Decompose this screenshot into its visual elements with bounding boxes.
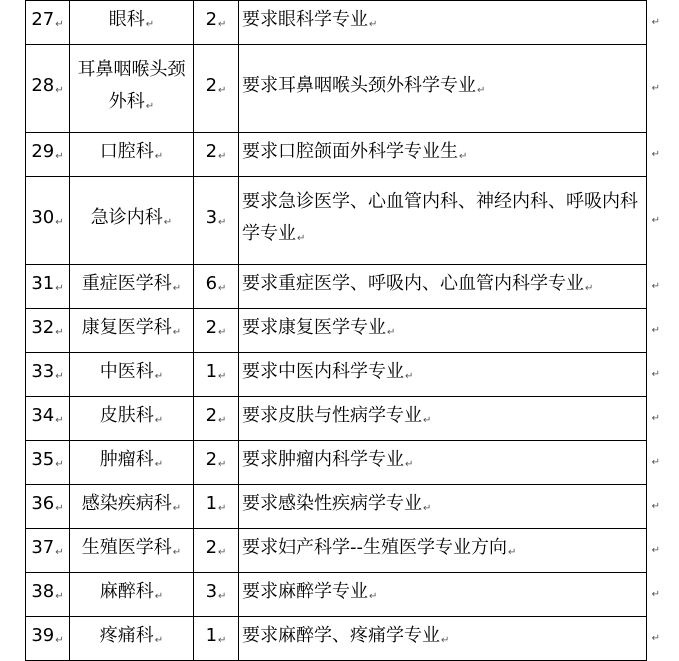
paragraph-mark-icon: ↵ xyxy=(154,635,164,646)
paragraph-mark-icon: ↵ xyxy=(369,591,378,602)
requirement-cell-text: 要求耳鼻咽喉头颈外科学专业 xyxy=(242,75,476,96)
paragraph-mark-icon: ↵ xyxy=(55,283,64,294)
department-cell-text: 眼科 xyxy=(108,9,145,30)
requirement-cell-text: 要求重症医学、呼吸内、心血管内科学专业 xyxy=(242,273,584,294)
table-row xyxy=(26,309,647,353)
paragraph-mark-icon: ↵ xyxy=(154,151,164,162)
department-cell-text: 皮肤科 xyxy=(99,405,154,426)
row-number-cell xyxy=(26,397,70,441)
table-row xyxy=(26,617,647,661)
paragraph-mark-icon: ↵ xyxy=(154,415,164,426)
department-cell xyxy=(70,617,194,661)
headcount-cell xyxy=(194,573,239,617)
requirement-cell xyxy=(239,441,660,485)
paragraph-mark-icon: ↵ xyxy=(297,233,306,244)
paragraph-mark-icon: ↵ xyxy=(55,151,64,162)
requirement-cell xyxy=(239,529,660,573)
paragraph-mark-icon: ↵ xyxy=(218,151,227,162)
requirement-cell-text: 要求急诊医学、心血管内科、神经内科、呼吸内科学专业 xyxy=(242,191,638,244)
paragraph-mark-icon: ↵ xyxy=(55,591,64,602)
table-body xyxy=(26,1,660,661)
headcount-cell xyxy=(194,177,239,265)
paragraph-mark-icon: ↵ xyxy=(154,591,164,602)
row-number-cell xyxy=(26,133,70,177)
paragraph-mark-icon: ↵ xyxy=(55,547,64,558)
requirement-cell-text: 要求中医内科学专业 xyxy=(242,361,404,382)
headcount-cell xyxy=(194,485,239,529)
row-number-cell xyxy=(26,1,70,45)
row-end-mark-icon: ↵ xyxy=(651,214,660,226)
row-number-cell-text: 29 xyxy=(31,141,55,162)
row-number-cell xyxy=(26,441,70,485)
row-end-mark-icon: ↵ xyxy=(651,544,660,556)
row-end-mark-icon: ↵ xyxy=(651,632,660,644)
row-end-mark-icon: ↵ xyxy=(651,280,660,292)
headcount-cell-text: 2 xyxy=(205,317,218,338)
row-number-cell xyxy=(26,529,70,573)
paragraph-mark-icon: ↵ xyxy=(423,503,432,514)
paragraph-mark-icon: ↵ xyxy=(55,635,64,646)
department-cell xyxy=(70,45,194,133)
paragraph-mark-icon: ↵ xyxy=(423,415,432,426)
department-cell-text: 肿瘤科 xyxy=(99,449,154,470)
paragraph-mark-icon: ↵ xyxy=(218,503,227,514)
row-end-mark-icon: ↵ xyxy=(651,412,660,424)
row-number-cell-text: 31 xyxy=(31,273,55,294)
paragraph-mark-icon: ↵ xyxy=(145,101,155,112)
paragraph-mark-icon: ↵ xyxy=(218,635,227,646)
headcount-cell-text: 1 xyxy=(205,361,218,382)
department-cell xyxy=(70,397,194,441)
row-number-cell-text: 28 xyxy=(31,75,55,96)
table-row xyxy=(26,573,647,617)
department-cell xyxy=(70,485,194,529)
paragraph-mark-icon: ↵ xyxy=(55,19,64,30)
headcount-cell xyxy=(194,617,239,661)
paragraph-mark-icon: ↵ xyxy=(405,459,414,470)
table-row xyxy=(26,529,647,573)
department-cell xyxy=(70,265,194,309)
requirement-cell xyxy=(239,45,660,133)
headcount-cell xyxy=(194,45,239,133)
department-cell xyxy=(70,1,194,45)
paragraph-mark-icon: ↵ xyxy=(508,547,517,558)
paragraph-mark-icon: ↵ xyxy=(405,371,414,382)
table-row xyxy=(26,397,647,441)
paragraph-mark-icon: ↵ xyxy=(55,503,64,514)
headcount-cell-text: 1 xyxy=(205,493,218,514)
department-cell xyxy=(70,573,194,617)
headcount-cell xyxy=(194,353,239,397)
requirement-cell xyxy=(239,177,660,265)
row-number-cell xyxy=(26,45,70,133)
paragraph-mark-icon: ↵ xyxy=(218,19,227,30)
headcount-cell-text: 2 xyxy=(205,449,218,470)
row-number-cell-text: 30 xyxy=(31,207,55,228)
department-cell-text: 耳鼻咽喉头颈外科 xyxy=(77,59,186,112)
requirement-cell-text: 要求妇产科学--生殖医学专业方向 xyxy=(242,537,507,558)
paragraph-mark-icon: ↵ xyxy=(154,459,164,470)
requirement-cell xyxy=(239,573,660,617)
headcount-cell xyxy=(194,397,239,441)
row-number-cell xyxy=(26,573,70,617)
paragraph-mark-icon: ↵ xyxy=(218,459,227,470)
paragraph-mark-icon: ↵ xyxy=(218,415,227,426)
requirement-cell xyxy=(239,485,660,529)
row-number-cell-text: 32 xyxy=(31,317,55,338)
row-number-cell xyxy=(26,617,70,661)
row-number-cell xyxy=(26,265,70,309)
department-cell-text: 急诊内科 xyxy=(90,207,163,228)
headcount-cell xyxy=(194,309,239,353)
headcount-cell-text: 2 xyxy=(205,9,218,30)
headcount-cell-text: 2 xyxy=(205,537,218,558)
paragraph-mark-icon: ↵ xyxy=(218,547,227,558)
headcount-cell xyxy=(194,133,239,177)
row-number-cell xyxy=(26,177,70,265)
paragraph-mark-icon: ↵ xyxy=(55,327,64,338)
paragraph-mark-icon: ↵ xyxy=(172,547,182,558)
headcount-cell-text: 6 xyxy=(205,273,218,294)
paragraph-mark-icon: ↵ xyxy=(218,283,227,294)
requirement-cell-text: 要求康复医学专业 xyxy=(242,317,386,338)
paragraph-mark-icon: ↵ xyxy=(218,591,227,602)
department-cell xyxy=(70,133,194,177)
paragraph-mark-icon: ↵ xyxy=(172,283,182,294)
row-number-cell xyxy=(26,353,70,397)
department-cell-text: 麻醉科 xyxy=(99,581,154,602)
row-number-cell xyxy=(26,309,70,353)
headcount-cell-text: 3 xyxy=(205,207,218,228)
row-end-mark-icon: ↵ xyxy=(651,588,660,600)
requirement-cell xyxy=(239,309,660,353)
table-row xyxy=(26,485,647,529)
paragraph-mark-icon: ↵ xyxy=(477,85,486,96)
department-cell xyxy=(70,441,194,485)
paragraph-mark-icon: ↵ xyxy=(387,327,396,338)
row-end-mark-icon: ↵ xyxy=(651,456,660,468)
headcount-cell-text: 1 xyxy=(205,625,218,646)
paragraph-mark-icon: ↵ xyxy=(55,217,64,228)
headcount-cell-text: 2 xyxy=(205,75,218,96)
paragraph-mark-icon: ↵ xyxy=(459,151,468,162)
row-end-mark-icon: ↵ xyxy=(651,148,660,160)
row-number-cell-text: 38 xyxy=(31,581,55,602)
row-number-cell-text: 34 xyxy=(31,405,55,426)
requirement-cell xyxy=(239,397,660,441)
department-cell-text: 重症医学科 xyxy=(81,273,172,294)
row-number-cell-text: 39 xyxy=(31,625,55,646)
paragraph-mark-icon: ↵ xyxy=(218,371,227,382)
table-row xyxy=(26,353,647,397)
row-end-mark-icon: ↵ xyxy=(651,500,660,512)
row-end-mark-icon: ↵ xyxy=(651,368,660,380)
paragraph-mark-icon: ↵ xyxy=(55,415,64,426)
paragraph-mark-icon: ↵ xyxy=(218,327,227,338)
department-cell xyxy=(70,529,194,573)
requirement-cell-text: 要求肿瘤内科学专业 xyxy=(242,449,404,470)
department-cell-text: 中医科 xyxy=(99,361,154,382)
table-row xyxy=(26,265,647,309)
requirement-cell xyxy=(239,133,660,177)
requirement-cell-text: 要求麻醉学、疼痛学专业 xyxy=(242,625,440,646)
headcount-cell-text: 3 xyxy=(205,581,218,602)
paragraph-mark-icon: ↵ xyxy=(218,217,227,228)
headcount-cell xyxy=(194,265,239,309)
table-row xyxy=(26,45,647,133)
table-row xyxy=(26,441,647,485)
requirement-cell xyxy=(239,617,660,661)
department-cell xyxy=(70,309,194,353)
table-row xyxy=(26,133,647,177)
headcount-cell xyxy=(194,441,239,485)
paragraph-mark-icon: ↵ xyxy=(585,283,594,294)
paragraph-mark-icon: ↵ xyxy=(55,459,64,470)
row-end-mark-icon: ↵ xyxy=(651,82,660,94)
headcount-cell xyxy=(194,1,239,45)
requirement-cell-text: 要求感染性疾病学专业 xyxy=(242,493,422,514)
recruitment-table xyxy=(25,0,660,661)
paragraph-mark-icon: ↵ xyxy=(145,19,155,30)
paragraph-mark-icon: ↵ xyxy=(154,371,164,382)
department-cell xyxy=(70,353,194,397)
requirement-cell-text: 要求口腔颌面外科学专业生 xyxy=(242,141,458,162)
paragraph-mark-icon: ↵ xyxy=(172,327,182,338)
headcount-cell-text: 2 xyxy=(205,141,218,162)
department-cell-text: 疼痛科 xyxy=(99,625,154,646)
paragraph-mark-icon: ↵ xyxy=(163,217,173,228)
requirement-cell-text: 要求皮肤与性病学专业 xyxy=(242,405,422,426)
table-row xyxy=(26,1,647,45)
department-cell-text: 康复医学科 xyxy=(81,317,172,338)
department-cell-text: 口腔科 xyxy=(99,141,154,162)
row-number-cell-text: 27 xyxy=(31,9,55,30)
department-cell-text: 感染疾病科 xyxy=(81,493,172,514)
headcount-cell xyxy=(194,529,239,573)
paragraph-mark-icon: ↵ xyxy=(369,19,378,30)
table-row xyxy=(26,177,647,265)
department-cell-text: 生殖医学科 xyxy=(81,537,172,558)
requirement-cell-text: 要求眼科学专业 xyxy=(242,9,368,30)
paragraph-mark-icon: ↵ xyxy=(218,85,227,96)
paragraph-mark-icon: ↵ xyxy=(55,85,64,96)
requirement-cell xyxy=(239,1,660,45)
paragraph-mark-icon: ↵ xyxy=(441,635,450,646)
paragraph-mark-icon: ↵ xyxy=(55,371,64,382)
row-number-cell-text: 36 xyxy=(31,493,55,514)
paragraph-mark-icon: ↵ xyxy=(172,503,182,514)
row-number-cell-text: 37 xyxy=(31,537,55,558)
row-end-mark-icon: ↵ xyxy=(651,324,660,336)
row-number-cell-text: 33 xyxy=(31,361,55,382)
row-number-cell xyxy=(26,485,70,529)
requirement-cell xyxy=(239,265,660,309)
headcount-cell-text: 2 xyxy=(205,405,218,426)
requirement-cell xyxy=(239,353,660,397)
department-cell xyxy=(70,177,194,265)
requirement-cell-text: 要求麻醉学专业 xyxy=(242,581,368,602)
row-number-cell-text: 35 xyxy=(31,449,55,470)
row-end-mark-icon: ↵ xyxy=(651,16,660,28)
